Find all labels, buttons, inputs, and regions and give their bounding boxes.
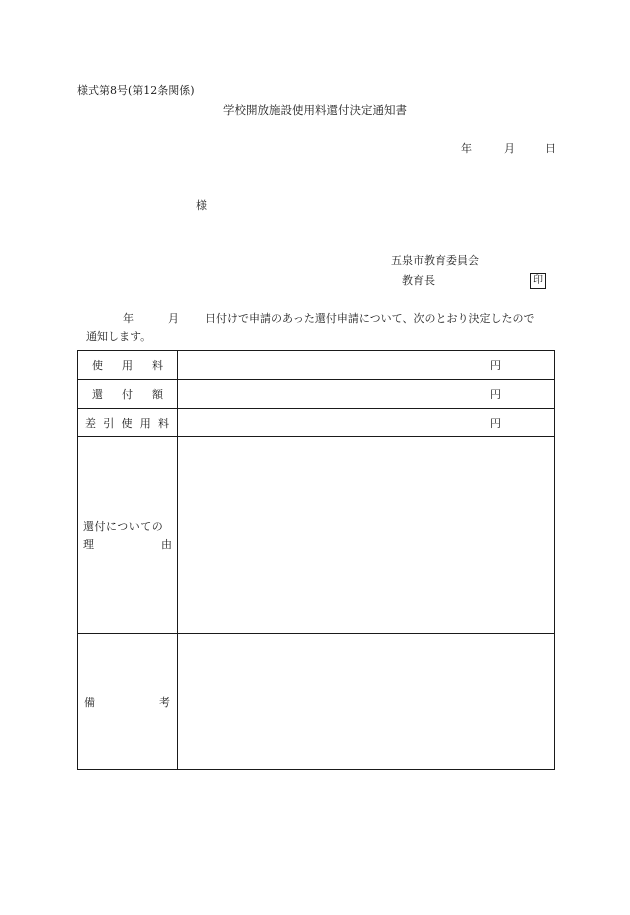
- reason-value-cell[interactable]: [178, 437, 555, 634]
- remarks-value-cell[interactable]: [178, 634, 555, 770]
- table-row-refund: [78, 380, 555, 409]
- refund-label: 還 付 額: [78, 380, 178, 409]
- body-year: 年: [123, 312, 134, 325]
- reason-label: 還付についての 理 由: [78, 437, 178, 634]
- table-row-remarks: [78, 634, 555, 770]
- decision-table: [77, 350, 555, 770]
- table-row-fee: [78, 351, 555, 380]
- body-text-line2: 通知します。: [86, 330, 152, 343]
- issuer-title: 教育長: [402, 274, 435, 287]
- table-row-net-fee: [78, 409, 555, 437]
- body-text: 日付けで申請のあった還付申請について、次のとおり決定したので: [205, 312, 535, 325]
- net-fee-label: 差 引 使 用 料: [78, 409, 178, 437]
- body-month: 月: [168, 312, 179, 325]
- table-row-reason: [78, 437, 555, 634]
- date-line: [461, 143, 556, 154]
- body-text-line1: [123, 313, 534, 324]
- fee-label: 使 用 料: [78, 351, 178, 380]
- fee-value-cell[interactable]: 円: [178, 351, 555, 380]
- date-day: 日: [545, 142, 556, 155]
- document-title: 学校開放施設使用料還付決定通知書: [223, 103, 407, 117]
- date-year: 年: [461, 142, 472, 155]
- refund-value-cell[interactable]: 円: [178, 380, 555, 409]
- net-fee-value-cell[interactable]: 円: [178, 409, 555, 437]
- addressee-honorific: 様: [196, 199, 207, 212]
- issuer-organization: 五泉市教育委員会: [391, 254, 479, 267]
- seal-mark: 印: [530, 273, 546, 289]
- date-month: 月: [504, 142, 515, 155]
- remarks-label: 備 考: [78, 634, 178, 770]
- form-number: 様式第8号(第12条関係): [77, 84, 195, 97]
